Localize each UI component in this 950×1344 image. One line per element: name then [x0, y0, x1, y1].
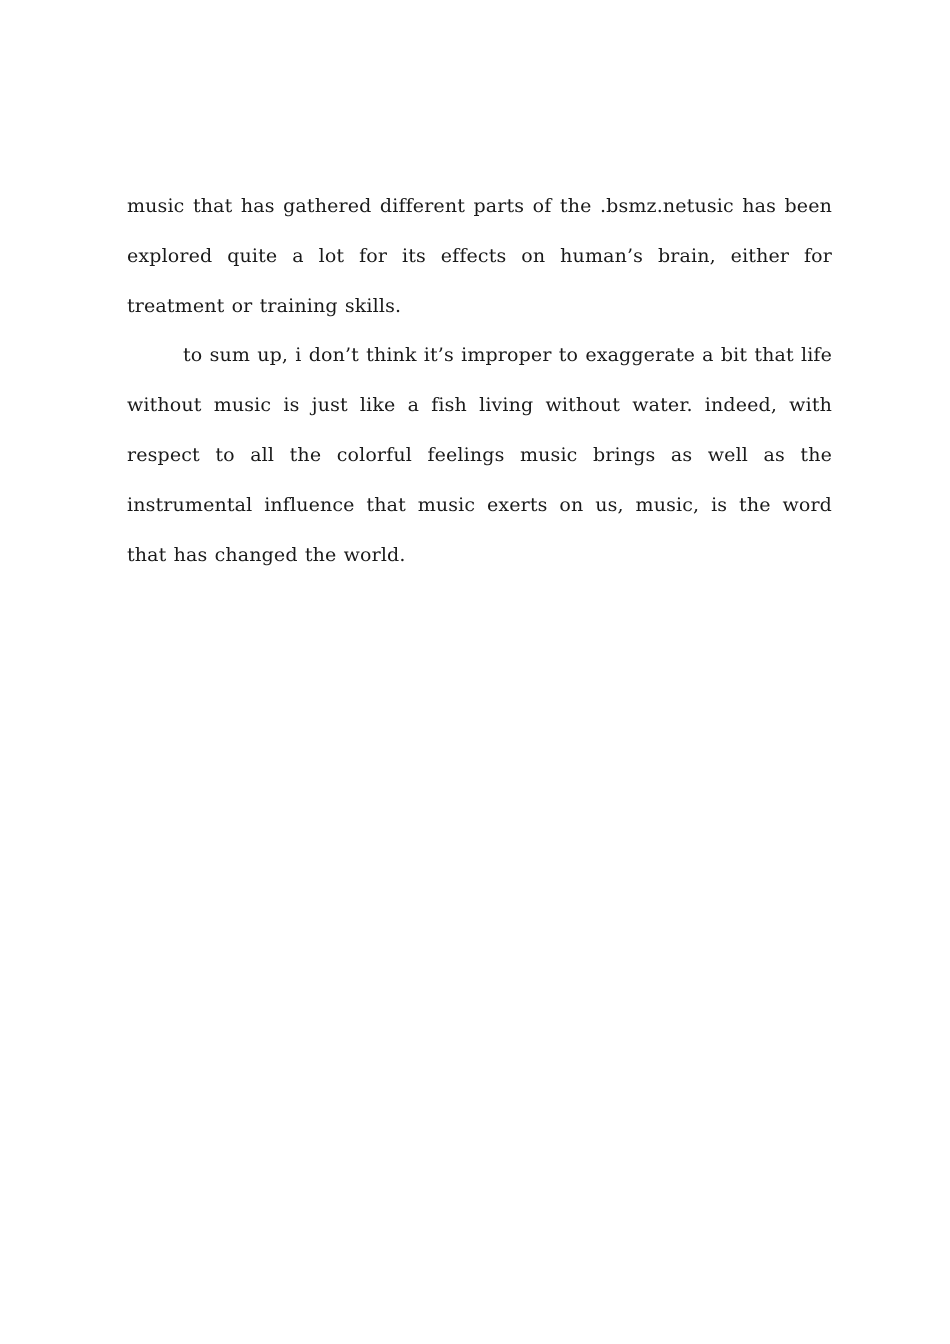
paragraph-conclusion: to sum up, i don’t think it’s improper to exaggerate a bit that life without music is just like a fish living without water. indeed, with respect to all the colorful feelings music brings as well as the instrumental influence that music exerts on us, music, is the word that has changed the world. [127, 344, 832, 566]
paragraph-music-effects: music that has gathered different parts of the .bsmz.netusic has been explored quite a lot for its effects on human’s brain, either for treatment or training skills. [127, 195, 832, 317]
document-body [127, 182, 832, 580]
